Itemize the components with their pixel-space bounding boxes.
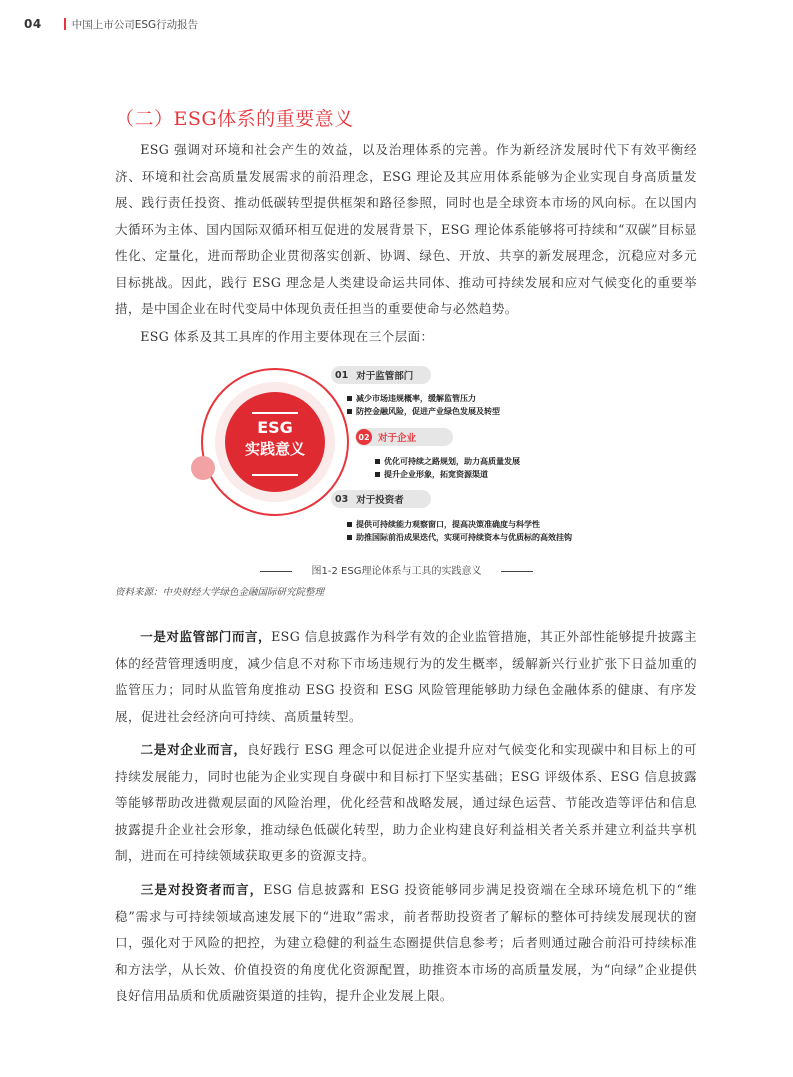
level-2-bullet-1-text: 优化可持续之路规划，助力高质量发展 bbox=[384, 457, 520, 466]
bullet-square-icon bbox=[375, 459, 380, 464]
bullet-square-icon bbox=[347, 522, 352, 527]
paragraph-regulators bbox=[115, 624, 697, 730]
level-2-number: 02 bbox=[356, 429, 372, 445]
level-1-pill bbox=[331, 366, 431, 384]
level-1-bullet-1 bbox=[347, 393, 476, 404]
page-header bbox=[24, 14, 198, 34]
paragraph-enterprises-text: 良好践行 ESG 理念可以促进企业提升应对气候变化和实现碳中和目标上的可持续发展能力，同时也能为企业实现自身碳中和目标打下坚实基础；ESG 评级体系、ESG 信息披露等能够帮助改进微观层面的风险治理，优化经营和战略发展，通过绿色运营、节能改造等评估和信息披露提升企业社会形象，推动绿色低碳化转型，助力企业构建良好利益相关者关系并建立利益共享机制，进而在可持续领域获取更多的资源支持。 bbox=[115, 742, 697, 863]
level-1-bullet-1-text: 减少市场违规概率，缓解监管压力 bbox=[356, 394, 476, 403]
caption-rule-left bbox=[260, 571, 292, 572]
level-3-bullet-1-text: 提供可持续能力观察窗口，提高决策准确度与科学性 bbox=[356, 520, 540, 529]
paragraph-enterprises bbox=[115, 737, 697, 870]
esg-practice-diagram bbox=[195, 360, 675, 560]
level-2-bullet-2-text: 提升企业形象，拓宽资源渠道 bbox=[384, 470, 488, 479]
center-subtitle: 实践意义 bbox=[244, 440, 305, 458]
paragraph-investors bbox=[115, 877, 697, 1010]
level-3-label: 对于投资者 bbox=[356, 495, 404, 506]
bullet-square-icon bbox=[375, 472, 380, 477]
decorative-dot bbox=[191, 456, 215, 480]
paragraph-enterprises-lead: 二是对企业而言， bbox=[140, 742, 247, 757]
level-3-number: 03 bbox=[335, 493, 349, 505]
center-top-rule bbox=[252, 412, 298, 414]
figure-source: 资料来源：中央财经大学绿色金融国际研究院整理 bbox=[115, 587, 325, 598]
paragraph-intro bbox=[115, 137, 697, 323]
level-2-bullet-1 bbox=[375, 456, 520, 467]
report-title: 中国上市公司ESG行动报告 bbox=[71, 18, 199, 31]
level-1-number: 01 bbox=[335, 369, 349, 381]
level-1-bullet-2 bbox=[347, 406, 500, 417]
level-1-bullet-2-text: 防控金融风险，促进产业绿色发展及转型 bbox=[356, 407, 500, 416]
figure-caption-text: 图1-2 ESG理论体系与工具的实践意义 bbox=[311, 566, 482, 577]
level-2-pill bbox=[355, 428, 453, 446]
section-title: （二）ESG体系的重要意义 bbox=[115, 108, 354, 130]
bullet-square-icon bbox=[347, 535, 352, 540]
paragraph-investors-text: ESG 信息披露和 ESG 投资能够同步满足投资端在全球环境危机下的“维稳”需求与可持续领域高速发展下的“进取”需求，前者帮助投资者了解标的整体可持续发展现状的窗口，强化对于风险的把控，为建立稳健的利益生态圈提供信息参考；后者则通过融合前沿可持续标准和方法学，从长效、价值投资的角度优化资源配置，助推资本市场的高质量发展，为“向绿”企业提供良好信用品质和优质融资渠道的挂钩，提升企业发展上限。 bbox=[115, 882, 697, 1003]
level-3-bullet-2-text: 助推国际前沿成果迭代，实现可持续资本与优质标的高效挂钩 bbox=[356, 533, 572, 542]
center-title: ESG bbox=[257, 418, 293, 437]
paragraph-levels-intro-text: ESG 体系及其工具库的作用主要体现在三个层面： bbox=[140, 329, 434, 344]
paragraph-regulators-lead: 一是对监管部门而言， bbox=[140, 629, 272, 644]
paragraph-intro-text: ESG 强调对环境和社会产生的效益，以及治理体系的完善。作为新经济发展时代下有效平衡经济、环境和社会高质量发展需求的前沿理念，ESG 理论及其应用体系能够为企业实现自身高质量发展、践行责任投资、推动低碳转型提供框架和路径参照，同时也是全球资本市场的风向标。在以国内大循环为主体、国内国际双循环相互促进的发展背景下，ESG 理论体系能够将可持续和“双碳”目标显性化、定量化，进而帮助企业贯彻落实创新、协调、绿色、开放、共享的新发展理念，沉稳应对多元目标挑战。因此，践行 ESG 理念是人类建设命运共同体、推动可持续发展和应对气候变化的重要举措，是中国企业在时代变局中体现负责任担当的重要使命与必然趋势。 bbox=[115, 142, 697, 316]
header-divider bbox=[64, 18, 66, 30]
level-3-bullet-2 bbox=[347, 532, 572, 543]
figure-caption bbox=[0, 562, 793, 577]
center-bottom-rule bbox=[252, 474, 298, 476]
level-2-label: 对于企业 bbox=[378, 433, 417, 444]
paragraph-levels-intro bbox=[115, 324, 697, 351]
level-3-pill bbox=[331, 490, 431, 508]
bullet-square-icon bbox=[347, 396, 352, 401]
bullet-square-icon bbox=[347, 409, 352, 414]
caption-rule-right bbox=[501, 571, 533, 572]
diagram-center-circle bbox=[225, 392, 325, 492]
level-1-label: 对于监管部门 bbox=[356, 371, 414, 382]
paragraph-investors-lead: 三是对投资者而言， bbox=[140, 882, 264, 897]
level-3-bullet-1 bbox=[347, 519, 540, 530]
level-2-bullet-2 bbox=[375, 469, 488, 480]
paragraph-regulators-text: ESG 信息披露作为科学有效的企业监管措施，其正外部性能够提升披露主体的经营管理透明度，减少信息不对称下市场违规行为的发生概率，缓解新兴行业扩张下日益加重的监管压力；同时从监管角度推动 ESG 投资和 ESG 风险管理能够助力绿色金融体系的健康、有序发展，促进社会经济向可持续、高质量转型。 bbox=[115, 629, 698, 724]
page-number: 04 bbox=[24, 17, 42, 31]
